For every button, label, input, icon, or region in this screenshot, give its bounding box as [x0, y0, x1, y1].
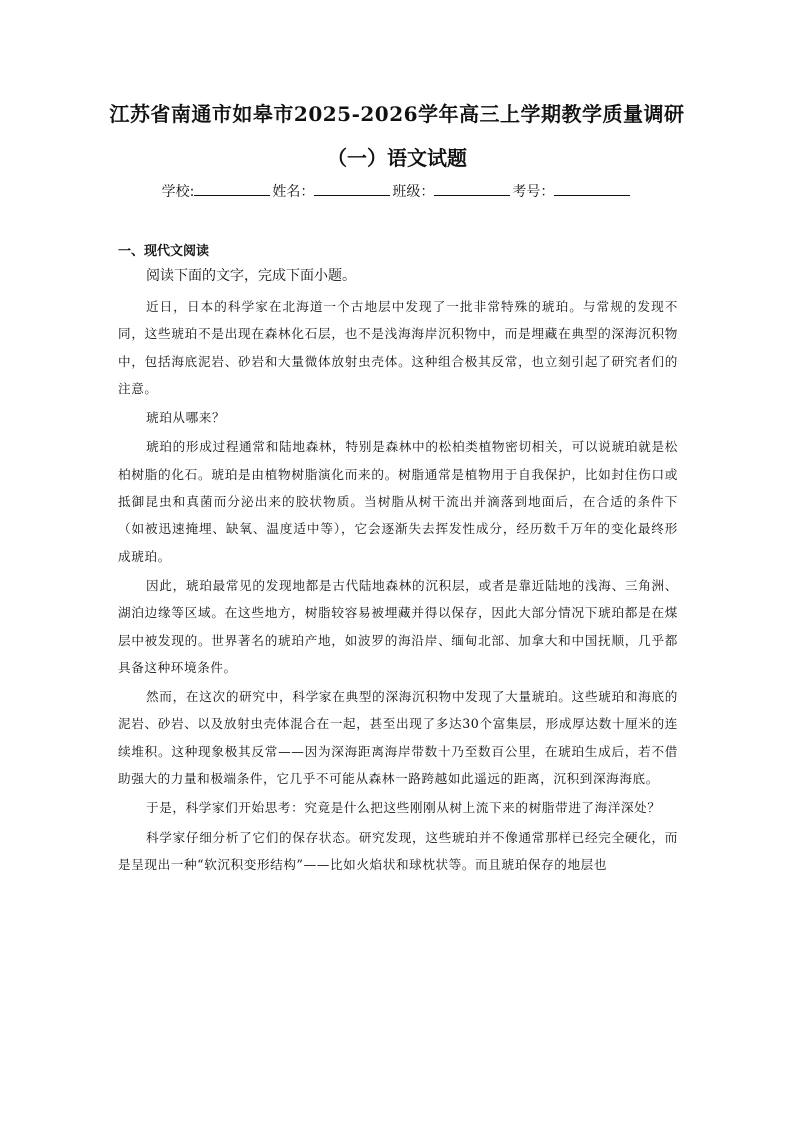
school-field	[162, 181, 273, 202]
passage-paragraph: 科学家仔细分析了它们的保存状态。研究发现，这些琥珀并不像通常那样已经完全硬化，而是呈现出一种“软沉积变形结构”——比如火焰状和球枕状等。而且琥珀保存的地层也	[118, 829, 678, 872]
section-heading: 一、现代文阅读	[118, 244, 210, 259]
document-title: 江苏省南通市如皋市2025-2026学年高三上学期教学质量调研	[109, 102, 685, 126]
passage-paragraph: 于是，科学家们开始思考：究竟是什么把这些刚刚从树上流下来的树脂带进了海洋深处？	[146, 800, 661, 816]
passage-paragraph: 琥珀从哪来？	[146, 410, 226, 426]
school-label: 学校:	[161, 184, 195, 200]
passage-paragraph: 因此，琥珀最常见的发现地都是古代陆地森林的沉积层，或者是靠近陆地的浅海、三角洲、湖泊边缘等区域。在这些地方，树脂较容易被埋藏并得以保存，因此大部分情况下琥珀都是在煤层中被发现的。世界著名的琥珀产地，如波罗的海沿岸、缅甸北部、加拿大和中国抚顺，几乎都具备这种环境条件。	[118, 577, 678, 675]
class-field	[392, 181, 512, 202]
exam-number-field	[512, 181, 632, 202]
student-info-row	[0, 181, 794, 202]
name-label: 姓名：	[272, 184, 315, 200]
exam-number-blank[interactable]	[554, 181, 630, 196]
name-blank[interactable]	[314, 181, 390, 196]
passage-paragraph: 近日，日本的科学家在北海道一个古地层中发现了一批非常特殊的琥珀。与常规的发现不同，这些琥珀不是出现在森林化石层，也不是浅海海岸沉积物中，而是埋藏在典型的深海沉积物中，包括海底泥岩、砂岩和大量微体放射虫壳体。这种组合极其反常，也立刻引起了研究者们的注意。	[118, 299, 678, 396]
class-blank[interactable]	[434, 181, 510, 196]
passage-paragraph: 琥珀的形成过程通常和陆地森林，特别是森林中的松柏类植物密切相关，可以说琥珀就是松柏树脂的化石。琥珀是由植物树脂演化而来的。树脂通常是植物用于自我保护，比如封住伤口或抵御昆虫和真菌而分泌出来的胶状物质。当树脂从树干流出并滴落到地面后，在合适的条件下（如被迅速掩埋、缺氧、温度适中等），它会逐渐失去挥发性成分，经历数千万年的变化最终形成琥珀。	[118, 439, 678, 564]
class-label: 班级：	[392, 184, 435, 200]
school-blank[interactable]	[194, 181, 270, 196]
name-field	[272, 181, 392, 202]
passage-paragraph: 然而，在这次的研究中，科学家在典型的深海沉积物中发现了大量琥珀。这些琥珀和海底的泥岩、砂岩、以及放射虫壳体混合在一起，甚至出现了多达30个富集层，形成厚达数十厘米的连续堆积。这种现象极其反常——因为深海距离海岸带数十乃至数百公里，在琥珀生成后，若不借助强大的力量和极端条件，它几乎不可能从森林一路跨越如此遥远的距离，沉积到深海海底。	[118, 689, 678, 787]
document-subtitle: （一）语文试题	[327, 146, 467, 170]
reading-instruction: 阅读下面的文字，完成下面小题。	[146, 268, 356, 284]
reading-passage	[118, 293, 678, 880]
exam-number-label: 考号：	[512, 184, 555, 200]
